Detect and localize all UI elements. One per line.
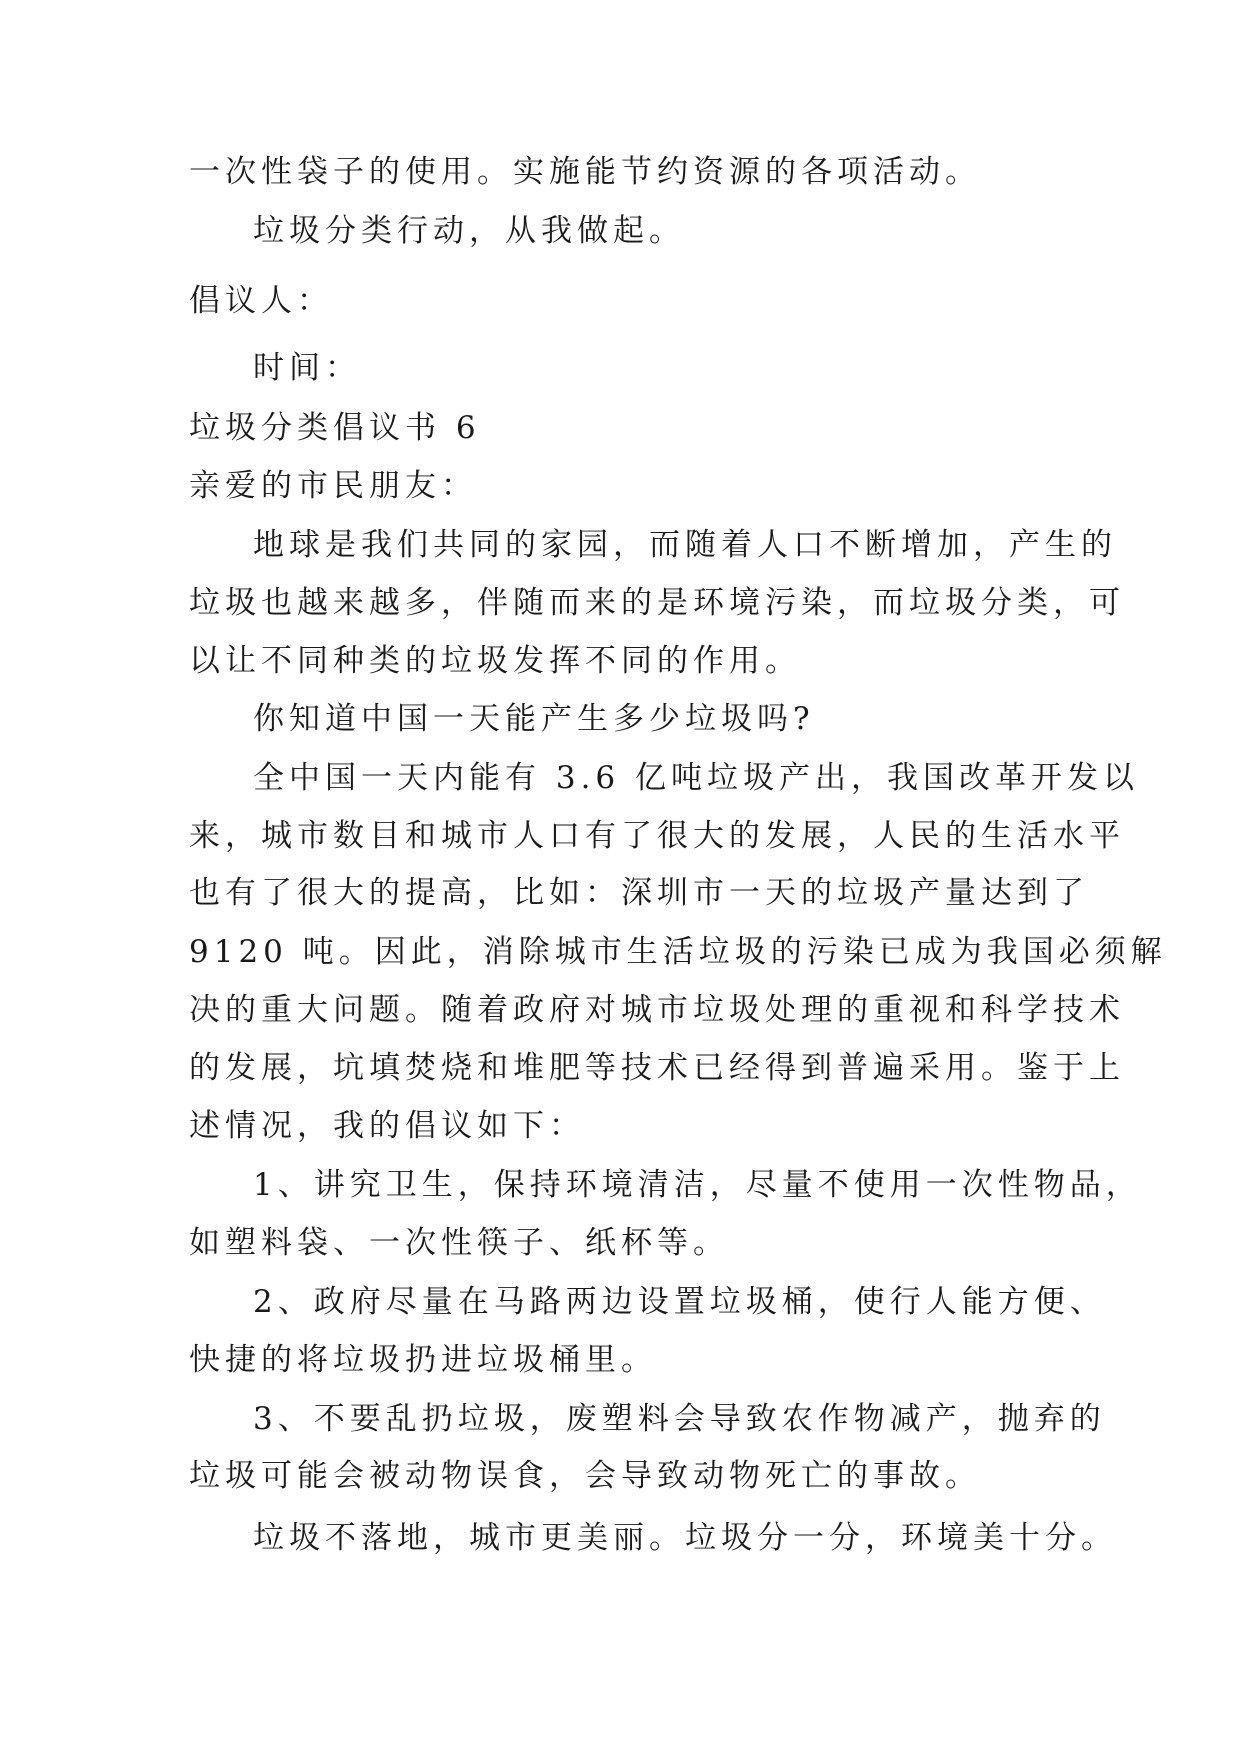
text-line: 垃圾也越来越多，伴随而来的是环境污染，而垃圾分类，可: [189, 585, 1125, 621]
text-line: 如塑料袋、一次性筷子、纸杯等。: [189, 1225, 729, 1261]
text-line: 来，城市数目和城市人口有了很大的发展，人民的生活水平: [189, 818, 1125, 854]
salutation: 亲爱的市民朋友：: [189, 468, 477, 504]
text-line: 垃圾可能会被动物误食，会导致动物死亡的事故。: [189, 1458, 981, 1494]
section-title: 垃圾分类倡议书 6: [189, 410, 481, 446]
text-line: 时间：: [253, 350, 361, 386]
text-line: 也有了很大的提高，比如：深圳市一天的垃圾产量达到了: [189, 875, 1089, 911]
text-line: 以让不同种类的垃圾发挥不同的作用。: [189, 643, 801, 679]
text-line: 快捷的将垃圾扔进垃圾桶里。: [189, 1342, 657, 1378]
text-line: 倡议人：: [189, 283, 333, 319]
closing-line: 垃圾不落地，城市更美丽。垃圾分一分，环境美十分。: [253, 1520, 1117, 1556]
text-line: 2、政府尽量在马路两边设置垃圾桶，使行人能方便、: [253, 1284, 1106, 1320]
text-line: 9120 吨。因此，消除城市生活垃圾的污染已成为我国必须解: [189, 934, 1167, 970]
text-line: 你知道中国一天能产生多少垃圾吗?: [253, 701, 815, 737]
text-line: 决的重大问题。随着政府对城市垃圾处理的重视和科学技术: [189, 992, 1125, 1028]
text-line: 一次性袋子的使用。实施能节约资源的各项活动。: [189, 154, 981, 190]
text-line: 垃圾分类行动，从我做起。: [253, 213, 685, 249]
text-line: 地球是我们共同的家园，而随着人口不断增加，产生的: [253, 527, 1117, 563]
text-line: 述情况，我的倡议如下：: [189, 1108, 585, 1144]
text-line: 全中国一天内能有 3.6 亿吨垃圾产出，我国改革开发以: [253, 760, 1140, 796]
text-line: 1、讲究卫生，保持环境清洁，尽量不使用一次性物品，: [253, 1167, 1142, 1203]
text-line: 的发展，坑填焚烧和堆肥等技术已经得到普遍采用。鉴于上: [189, 1050, 1125, 1086]
text-line: 3、不要乱扔垃圾，废塑料会导致农作物减产，抛弃的: [253, 1401, 1106, 1437]
